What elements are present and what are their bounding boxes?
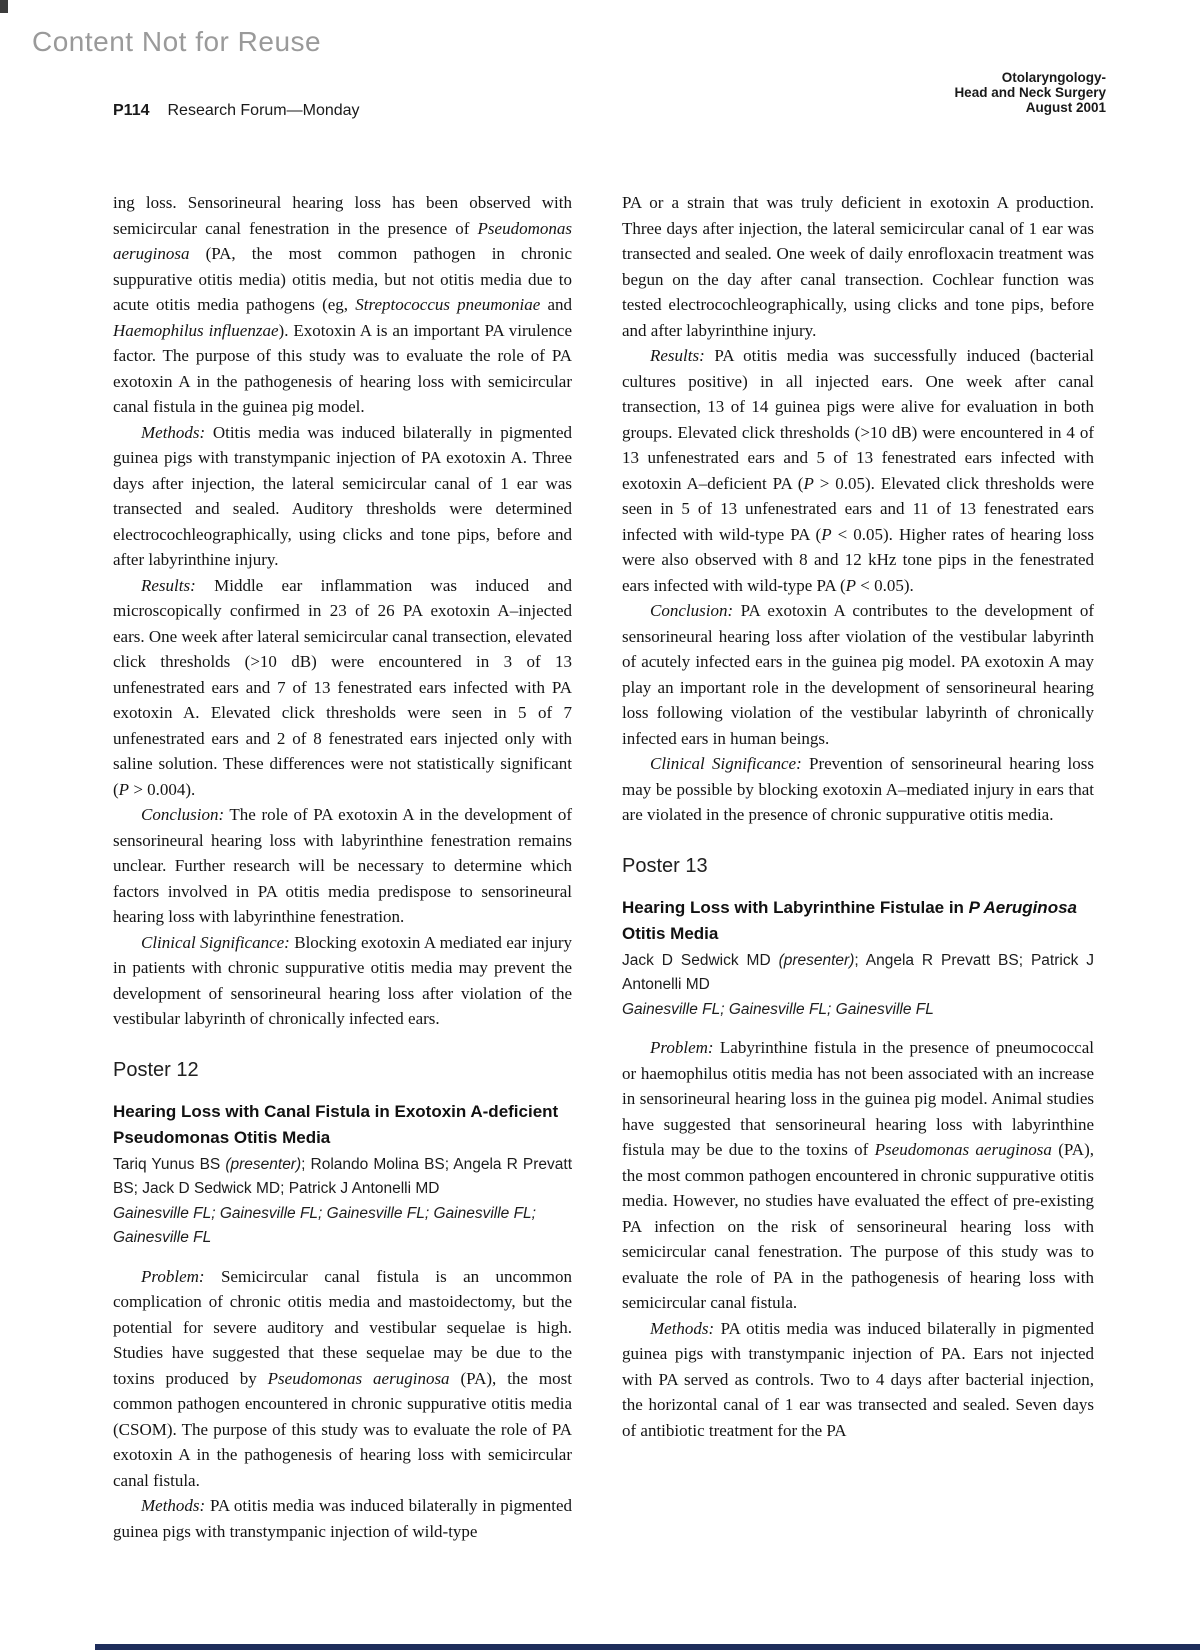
abstract-paragraph: PA or a strain that was truly deficient in exotoxin A production. Three days after injection, the lateral semicircular canal of 1 ear was transected and sealed. One week of daily enrofloxacin treatment was begun on the day after canal transection. Cochlear function was tested electrocochleographically, using clicks and tone pips, before and after labyrinthine injury. [622, 193, 1094, 340]
affiliation-list: Gainesville FL; Gainesville FL; Gainesville FL [622, 1000, 934, 1018]
abstract-paragraph: Results: PA otitis media was successfully induced (bacterial cultures positive) in all injected ears. One week after canal transection, 13 of 14 guinea pigs were alive for evaluation in both groups. Elevated click thresholds (>10 dB) were encountered in 4 of 13 unfenestrated ears and 5 of 13 fenestrated ears infected with exotoxin A–deficient PA (P > 0.05). Elevated click thresholds were seen in 5 of 13 unfenestrated ears and 11 of 13 fenestrated ears infected with wild-type PA (P < 0.05). Higher rates of hearing loss were also observed with 8 and 12 kHz tone pips in the fenestrated ears infected with wild-type PA (P < 0.05). [622, 346, 1095, 595]
abstract-paragraph: Problem: Semicircular canal fistula is an uncommon complication of chronic otitis media and mastoidectomy, but the potential for severe auditory and vestibular sequelae is high. Studies have suggested that these sequelae may be due to the toxins produced by Pseudomonas aeruginosa (PA), the most common pathogen encountered in chronic suppurative otitis media (CSOM). The purpose of this study was to evaluate the role of PA exotoxin A in the pathogenesis of hearing loss with semicircular canal fistula. [113, 1266, 572, 1490]
abstract-paragraph: ing loss. Sensorineural hearing loss has been observed with semicircular canal fenestration in the presence of Pseudomonas aeruginosa (PA, the most common pathogen in chronic suppurative otitis media) otitis media, but not otitis media due to acute otitis media pathogens (eg, Streptococcus pneumoniae and Haemophilus influenzae). Exotoxin A is an important PA virulence factor. The purpose of this study was to evaluate the role of PA exotoxin A in the pathogenesis of hearing loss with semicircular canal fistula in the guinea pig model. [113, 193, 573, 416]
author-list: Jack D Sedwick MD (presenter); Angela R Prevatt BS; Patrick J Antonelli MD [622, 951, 1094, 993]
scan-corner-artifact [0, 0, 8, 13]
scan-bottom-edge-bar [95, 1644, 1200, 1650]
running-header-left [113, 102, 360, 120]
abstract-title: Hearing Loss with Labyrinthine Fistulae in P Aeruginosa Otitis Media [622, 897, 1077, 943]
abstract-paragraph: Methods: PA otitis media was induced bilaterally in pigmented guinea pigs with transtympanic injection of PA. Ears not injected with PA served as controls. Two to 4 days after bacterial injection, the horizontal canal of 1 ear was transected and sealed. Seven days of antibiotic treatment for the PA [622, 1318, 1094, 1440]
page-number: P114 [113, 102, 150, 119]
left-column [113, 190, 572, 1544]
running-header-journal [954, 70, 1106, 115]
abstract-paragraph: Conclusion: The role of PA exotoxin A in the development of sensorineural hearing loss with labyrinthine fenestration remains unclear. Further research will be necessary to determine which factors involved in PA otitis media predispose to sensorineural hearing loss with labyrinthine fenestration. [113, 805, 572, 926]
abstract-paragraph: Conclusion: PA exotoxin A contributes to the development of sensorineural hearing loss after violation of the vestibular labyrinth of acutely infected ears in the guinea pig model. PA exotoxin A may play an important role in the development of sensorineural hearing loss following violation of the vestibular labyrinth of chronically infected ears in human beings. [622, 601, 1094, 748]
abstract-paragraph: Clinical Significance: Prevention of sensorineural hearing loss may be possible by blocking exotoxin A–mediated injury in ears that are violated in the presence of chronic suppurative otitis media. [622, 754, 1094, 824]
journal-name-line-2: Head and Neck Surgery [954, 85, 1106, 100]
watermark-text: Content Not for Reuse [32, 26, 322, 57]
poster-label: Poster 13 [622, 854, 708, 877]
abstract-paragraph: Results: Middle ear inflammation was induced and microscopically confirmed in 23 of 26 PA exotoxin A–injected ears. One week after lateral semicircular canal transection, elevated click thresholds (>10 dB) were encountered in 3 of 13 unfenestrated ears and 7 of 13 fenestrated ears infected with PA exotoxin A. Elevated click thresholds were seen in 5 of 7 unfenestrated ears and 2 of 8 fenestrated ears injected only with saline solution. These differences were not statistically significant (P > 0.004). [113, 575, 572, 799]
abstract-paragraph: Methods: PA otitis media was induced bilaterally in pigmented guinea pigs with transtympanic injection of wild-type [113, 1496, 572, 1541]
abstract-paragraph: Methods: Otitis media was induced bilaterally in pigmented guinea pigs with transtympanic injection of PA exotoxin A. Three days after injection, the lateral semicircular canal of 1 ear was transected and sealed. Auditory thresholds were determined electrocochleographically, using clicks and tone pips, before and after labyrinthine injury. [113, 422, 572, 569]
author-list: Tariq Yunus BS (presenter); Rolando Molina BS; Angela R Prevatt BS; Jack D Sedwick MD; Patrick J Antonelli MD [113, 1155, 572, 1197]
abstract-paragraph: Problem: Labyrinthine fistula in the presence of pneumococcal or haemophilus otitis media has not been associated with an increase in sensorineural hearing loss in the guinea pig model. Animal studies have suggested that sensorineural hearing loss with labyrinthine fistula may be due to the toxins of Pseudomonas aeruginosa (PA), the most common pathogen encountered in chronic suppurative otitis media. However, no studies have evaluated the effect of pre-existing PA infection on the risk of sensorineural hearing loss with semicircular canal fenestration. The purpose of this study was to evaluate the role of PA in the pathogenesis of hearing loss with semicircular canal fistula. [622, 1038, 1094, 1312]
journal-name-line-1: Otolaryngology- [1001, 70, 1106, 85]
section-title: Research Forum—Monday [167, 102, 360, 119]
affiliation-list: Gainesville FL; Gainesville FL; Gainesville FL; Gainesville FL; Gainesville FL [113, 1204, 536, 1246]
right-column [622, 190, 1094, 1544]
poster-label: Poster 12 [113, 1058, 199, 1081]
two-column-text-area [113, 190, 1094, 1544]
abstract-paragraph: Clinical Significance: Blocking exotoxin A mediated ear injury in patients with chronic suppurative otitis media may prevent the development of sensorineural hearing loss after violation of the vestibular labyrinth of chronically infected ears. [113, 932, 573, 1028]
abstract-title: Hearing Loss with Canal Fistula in Exotoxin A-deficient Pseudomonas Otitis Media [113, 1101, 559, 1147]
journal-issue-date: August 2001 [1025, 100, 1106, 115]
